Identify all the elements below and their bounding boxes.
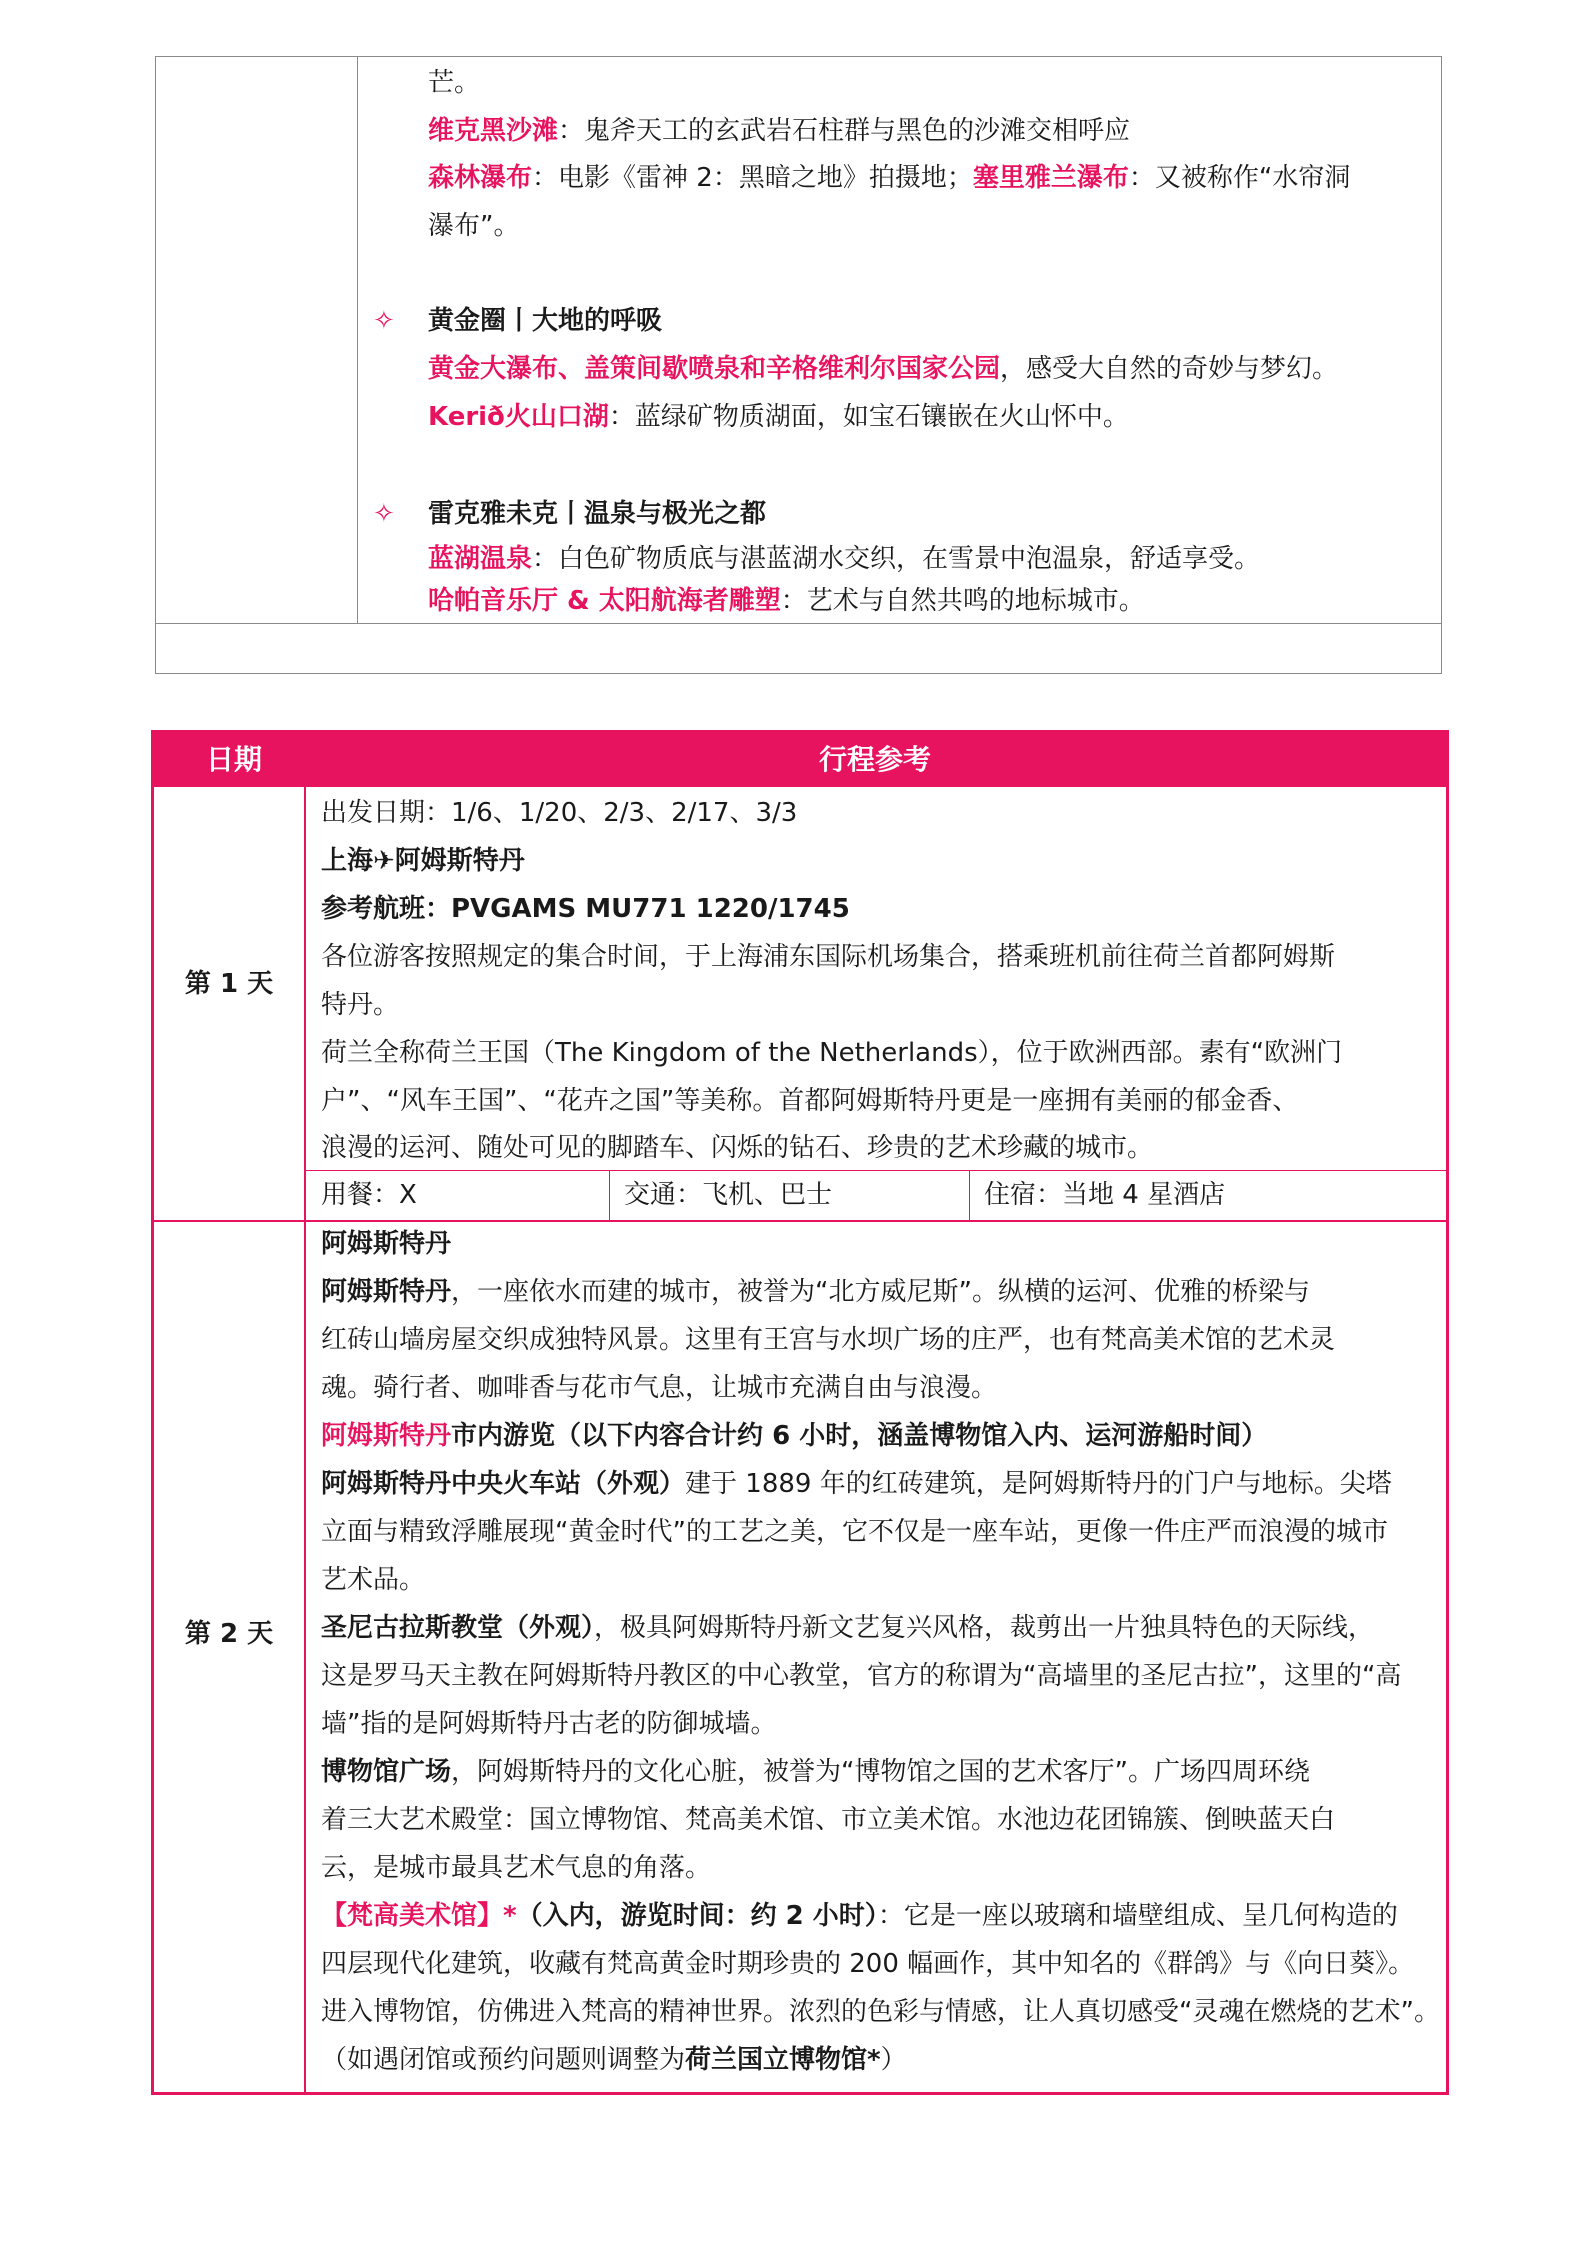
highlight-place: Kerið火山口湖 bbox=[428, 402, 609, 432]
text-line: 立面与精致浮雕展现“黄金时代”的工艺之美，它不仅是一座车站，更像一件庄严而浪漫的城市 bbox=[321, 1517, 1388, 1547]
highlight-place: 维克黑沙滩 bbox=[428, 116, 559, 146]
continuation-table bbox=[155, 56, 1442, 674]
text-line: 圣尼古拉斯教堂（外观），极具阿姆斯特丹新文艺复兴风格，裁剪出一片独具特色的天际线， bbox=[321, 1613, 1375, 1643]
column-divider bbox=[357, 57, 358, 623]
transport-info: 交通：飞机、巴士 bbox=[624, 1180, 833, 1210]
text-line: 蓝湖温泉：白色矿物质底与湛蓝湖水交织，在雪景中泡温泉，舒适享受。 bbox=[428, 544, 1261, 574]
highlight-place: 【梵高美术馆】* bbox=[321, 1901, 517, 1931]
day-label: 第 1 天 bbox=[184, 969, 274, 999]
text-line: 魂。骑行者、咖啡香与花市气息，让城市充满自由与浪漫。 bbox=[321, 1373, 998, 1403]
info-cell-divider bbox=[609, 1170, 610, 1220]
highlight-place: 森林瀑布 bbox=[428, 163, 533, 193]
text-line: 芒。 bbox=[428, 68, 481, 98]
route: 上海✈阿姆斯特丹 bbox=[321, 846, 525, 876]
hotel-info: 住宿：当地 4 星酒店 bbox=[984, 1180, 1226, 1210]
itinerary-table bbox=[151, 730, 1449, 2095]
text-line: 阿姆斯特丹中央火车站（外观）建于 1889 年的红砖建筑，是阿姆斯特丹的门户与地标。尖塔 bbox=[321, 1469, 1392, 1499]
text-line: 特丹。 bbox=[321, 990, 400, 1020]
text-line: 艺术品。 bbox=[321, 1565, 426, 1595]
meal-info: 用餐：X bbox=[321, 1180, 417, 1210]
text-line: 墙”指的是阿姆斯特丹古老的防御城墙。 bbox=[321, 1709, 777, 1739]
text-line: 【梵高美术馆】*（入内，游览时间：约 2 小时）：它是一座以玻璃和墙壁组成、呈几何构造的 bbox=[321, 1901, 1398, 1931]
departure-dates: 出发日期：1/6、1/20、2/3、2/17、3/3 bbox=[321, 798, 798, 828]
info-cell-divider bbox=[969, 1170, 970, 1220]
text-line: 黄金大瀑布、盖策间歇喷泉和辛格维利尔国家公园，感受大自然的奇妙与梦幻。 bbox=[428, 354, 1339, 384]
city-title: 阿姆斯特丹 bbox=[321, 1229, 452, 1259]
text-line: 浪漫的运河、随处可见的脚踏车、闪烁的钻石、珍贵的艺术珍藏的城市。 bbox=[321, 1133, 1154, 1163]
diamond-bullet-icon: ✧ bbox=[373, 306, 395, 336]
text-line: 云，是城市最具艺术气息的角落。 bbox=[321, 1853, 712, 1883]
text-line: 哈帕音乐厅 & 太阳航海者雕塑：艺术与自然共鸣的地标城市。 bbox=[428, 586, 1145, 616]
text-line: 四层现代化建筑，收藏有梵高黄金时期珍贵的 200 幅画作，其中知名的《群鸽》与《向日葵》。 bbox=[321, 1949, 1415, 1979]
diamond-bullet-icon: ✧ bbox=[373, 499, 395, 529]
table-header bbox=[154, 733, 1446, 787]
header-date: 日期 bbox=[206, 743, 263, 776]
section-title: 黄金圈丨大地的呼吸 bbox=[428, 306, 663, 336]
text-line: 阿姆斯特丹，一座依水而建的城市，被誉为“北方威尼斯”。纵横的运河、优雅的桥梁与 bbox=[321, 1277, 1310, 1307]
text-line: 户”、“风车王国”、“花卉之国”等美称。首都阿姆斯特丹更是一座拥有美丽的郁金香、 bbox=[321, 1086, 1299, 1116]
text-line: 荷兰全称荷兰王国（The Kingdom of the Netherlands），位于欧洲西部。素有“欧洲门 bbox=[321, 1038, 1343, 1068]
highlight-place: 哈帕音乐厅 & 太阳航海者雕塑 bbox=[428, 586, 781, 616]
text-line: 这是罗马天主教在阿姆斯特丹教区的中心教堂，官方的称谓为“高墙里的圣尼古拉”，这里的“高 bbox=[321, 1661, 1402, 1691]
text-line: 瀑布”。 bbox=[428, 211, 520, 241]
day-label: 第 2 天 bbox=[184, 1619, 274, 1649]
text-line: Kerið火山口湖：蓝绿矿物质湖面，如宝石镶嵌在火山怀中。 bbox=[428, 402, 1129, 432]
highlight-place: 黄金大瀑布、盖策间歇喷泉和辛格维利尔国家公园 bbox=[428, 354, 1001, 384]
text-line: 森林瀑布：电影《雷神 2：黑暗之地》拍摄地；塞里雅兰瀑布：又被称作“水帘洞 bbox=[428, 163, 1351, 193]
text-line: （如遇闭馆或预约问题则调整为荷兰国立博物馆*） bbox=[321, 2045, 907, 2075]
column-divider bbox=[304, 787, 306, 2095]
text-line: 红砖山墙房屋交织成独特风景。这里有王宫与水坝广场的庄严，也有梵高美术馆的艺术灵 bbox=[321, 1325, 1336, 1355]
text-line: 进入博物馆，仿佛进入梵高的精神世界。浓烈的色彩与情感，让人真切感受“灵魂在燃烧的艺术”。 bbox=[321, 1997, 1440, 2027]
highlight-place: 塞里雅兰瀑布 bbox=[972, 163, 1129, 193]
tour-heading: 阿姆斯特丹市内游览（以下内容合计约 6 小时，涵盖博物馆入内、运河游船时间） bbox=[321, 1421, 1268, 1451]
text-line: 着三大艺术殿堂：国立博物馆、梵高美术馆、市立美术馆。水池边花团锦簇、倒映蓝天白 bbox=[321, 1805, 1336, 1835]
info-row-divider bbox=[304, 1170, 1446, 1171]
highlight-place: 蓝湖温泉 bbox=[428, 544, 533, 574]
section-title: 雷克雅未克丨温泉与极光之都 bbox=[428, 499, 767, 529]
header-plan: 行程参考 bbox=[819, 743, 932, 776]
text-line: 维克黑沙滩：鬼斧天工的玄武岩石柱群与黑色的沙滩交相呼应 bbox=[428, 116, 1131, 146]
text-line: 博物馆广场，阿姆斯特丹的文化心脏，被誉为“博物馆之国的艺术客厅”。广场四周环绕 bbox=[321, 1757, 1310, 1787]
highlight-place: 阿姆斯特丹 bbox=[321, 1421, 452, 1451]
text-line: 各位游客按照规定的集合时间，于上海浦东国际机场集合，搭乘班机前往荷兰首都阿姆斯 bbox=[321, 942, 1336, 972]
row-divider bbox=[154, 1220, 1446, 1222]
row-divider bbox=[156, 623, 1441, 624]
flight-info: 参考航班：PVGAMS MU771 1220/1745 bbox=[321, 894, 850, 924]
